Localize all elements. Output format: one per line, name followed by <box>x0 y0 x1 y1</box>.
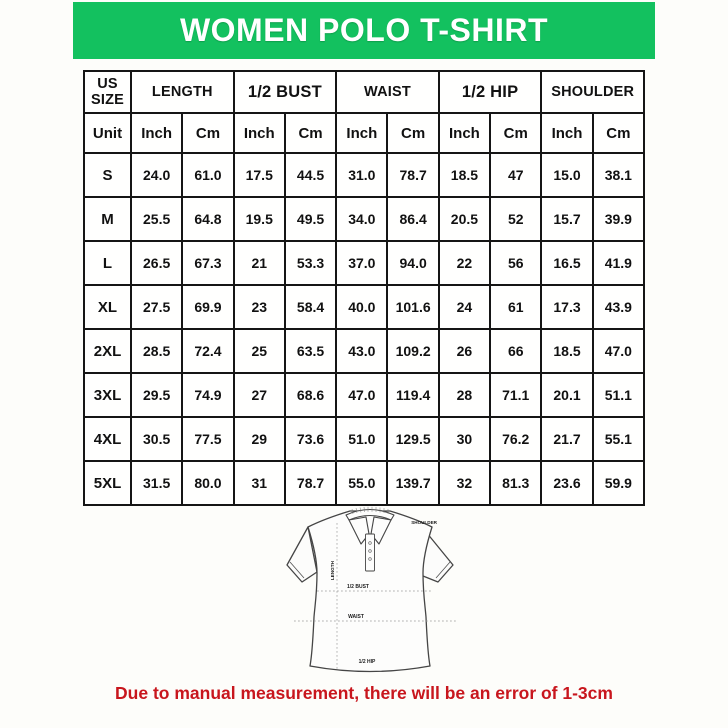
value-cell: 61.0 <box>182 153 233 197</box>
value-cell: 43.0 <box>336 329 387 373</box>
value-cell: 28.5 <box>131 329 182 373</box>
size-row-xl <box>84 285 644 329</box>
value-cell: 139.7 <box>387 461 438 505</box>
value-cell: 34.0 <box>336 197 387 241</box>
value-cell: 59.9 <box>593 461 644 505</box>
value-cell: 31 <box>234 461 285 505</box>
value-cell: 69.9 <box>182 285 233 329</box>
value-cell: 80.0 <box>182 461 233 505</box>
value-cell: 21.7 <box>541 417 592 461</box>
value-cell: 26.5 <box>131 241 182 285</box>
value-cell: 43.9 <box>593 285 644 329</box>
value-cell: 19.5 <box>234 197 285 241</box>
value-cell: 25.5 <box>131 197 182 241</box>
diagram-label-length: LENGTH <box>330 561 335 580</box>
value-cell: 24.0 <box>131 153 182 197</box>
header-cell-shoulder: SHOULDER <box>541 71 644 113</box>
size-chart-table-wrap <box>83 70 645 506</box>
value-cell: 67.3 <box>182 241 233 285</box>
value-cell: 47.0 <box>336 373 387 417</box>
value-cell: 40.0 <box>336 285 387 329</box>
value-cell: 47.0 <box>593 329 644 373</box>
header-cell-waist: WAIST <box>336 71 439 113</box>
value-cell: 49.5 <box>285 197 336 241</box>
value-cell: 58.4 <box>285 285 336 329</box>
diagram-label-shoulder: SHOULDER <box>411 520 437 525</box>
header-cell-length: LENGTH <box>131 71 234 113</box>
value-cell: 24 <box>439 285 490 329</box>
value-cell: 129.5 <box>387 417 438 461</box>
value-cell: 37.0 <box>336 241 387 285</box>
unit-cell: Inch <box>439 113 490 153</box>
table-head <box>84 71 644 113</box>
value-cell: 71.1 <box>490 373 541 417</box>
size-row-l <box>84 241 644 285</box>
value-cell: 74.9 <box>182 373 233 417</box>
measurement-disclaimer: Due to manual measurement, there will be an error of 1-3cm <box>115 683 613 703</box>
value-cell: 119.4 <box>387 373 438 417</box>
diagram-label-waist: WAIST <box>348 614 364 620</box>
value-cell: 101.6 <box>387 285 438 329</box>
polo-shirt-diagram <box>280 503 470 679</box>
size-row-4xl <box>84 417 644 461</box>
unit-cell: Cm <box>182 113 233 153</box>
value-cell: 51.1 <box>593 373 644 417</box>
diagram-label-half-hip: 1/2 HIP <box>358 659 376 665</box>
size-row-2xl <box>84 329 644 373</box>
value-cell: 52 <box>490 197 541 241</box>
unit-cell: Inch <box>336 113 387 153</box>
value-cell: 64.8 <box>182 197 233 241</box>
size-row-5xl <box>84 461 644 505</box>
value-cell: 44.5 <box>285 153 336 197</box>
value-cell: 94.0 <box>387 241 438 285</box>
value-cell: 73.6 <box>285 417 336 461</box>
value-cell: 28 <box>439 373 490 417</box>
value-cell: 39.9 <box>593 197 644 241</box>
value-cell: 47 <box>490 153 541 197</box>
value-cell: 56 <box>490 241 541 285</box>
header-cell-us-size: US SIZE <box>84 71 131 113</box>
value-cell: 30.5 <box>131 417 182 461</box>
size-cell: M <box>84 197 131 241</box>
unit-cell: Unit <box>84 113 131 153</box>
header-cell-1-2-bust: 1/2 BUST <box>234 71 337 113</box>
value-cell: 17.5 <box>234 153 285 197</box>
value-cell: 32 <box>439 461 490 505</box>
value-cell: 27 <box>234 373 285 417</box>
value-cell: 15.7 <box>541 197 592 241</box>
value-cell: 77.5 <box>182 417 233 461</box>
page-title: WOMEN POLO T-SHIRT <box>179 12 549 48</box>
value-cell: 29 <box>234 417 285 461</box>
value-cell: 23 <box>234 285 285 329</box>
unit-row <box>84 113 644 153</box>
value-cell: 55.0 <box>336 461 387 505</box>
header-cell-1-2-hip: 1/2 HIP <box>439 71 542 113</box>
title-banner <box>73 2 655 59</box>
unit-cell: Inch <box>541 113 592 153</box>
value-cell: 63.5 <box>285 329 336 373</box>
value-cell: 23.6 <box>541 461 592 505</box>
value-cell: 55.1 <box>593 417 644 461</box>
value-cell: 17.3 <box>541 285 592 329</box>
size-row-m <box>84 197 644 241</box>
size-cell: 3XL <box>84 373 131 417</box>
size-row-3xl <box>84 373 644 417</box>
value-cell: 18.5 <box>439 153 490 197</box>
unit-cell: Inch <box>234 113 285 153</box>
value-cell: 31.5 <box>131 461 182 505</box>
unit-cell: Inch <box>131 113 182 153</box>
value-cell: 61 <box>490 285 541 329</box>
value-cell: 86.4 <box>387 197 438 241</box>
value-cell: 66 <box>490 329 541 373</box>
value-cell: 78.7 <box>285 461 336 505</box>
size-cell: 5XL <box>84 461 131 505</box>
value-cell: 29.5 <box>131 373 182 417</box>
diagram-label-half-bust: 1/2 BUST <box>347 584 369 590</box>
value-cell: 51.0 <box>336 417 387 461</box>
value-cell: 53.3 <box>285 241 336 285</box>
size-cell: S <box>84 153 131 197</box>
size-cell: 2XL <box>84 329 131 373</box>
size-cell: L <box>84 241 131 285</box>
size-row-s <box>84 153 644 197</box>
value-cell: 15.0 <box>541 153 592 197</box>
unit-cell: Cm <box>387 113 438 153</box>
value-cell: 20.1 <box>541 373 592 417</box>
table-body <box>84 113 644 505</box>
size-cell: XL <box>84 285 131 329</box>
value-cell: 76.2 <box>490 417 541 461</box>
value-cell: 41.9 <box>593 241 644 285</box>
value-cell: 72.4 <box>182 329 233 373</box>
value-cell: 26 <box>439 329 490 373</box>
value-cell: 78.7 <box>387 153 438 197</box>
polo-shirt-drawing <box>280 503 470 678</box>
value-cell: 27.5 <box>131 285 182 329</box>
value-cell: 68.6 <box>285 373 336 417</box>
value-cell: 38.1 <box>593 153 644 197</box>
value-cell: 22 <box>439 241 490 285</box>
table-header-row <box>84 71 644 113</box>
value-cell: 20.5 <box>439 197 490 241</box>
value-cell: 16.5 <box>541 241 592 285</box>
unit-cell: Cm <box>593 113 644 153</box>
size-cell: 4XL <box>84 417 131 461</box>
value-cell: 21 <box>234 241 285 285</box>
value-cell: 30 <box>439 417 490 461</box>
unit-cell: Cm <box>490 113 541 153</box>
size-chart-table <box>83 70 645 506</box>
unit-cell: Cm <box>285 113 336 153</box>
value-cell: 81.3 <box>490 461 541 505</box>
value-cell: 18.5 <box>541 329 592 373</box>
value-cell: 31.0 <box>336 153 387 197</box>
value-cell: 25 <box>234 329 285 373</box>
value-cell: 109.2 <box>387 329 438 373</box>
